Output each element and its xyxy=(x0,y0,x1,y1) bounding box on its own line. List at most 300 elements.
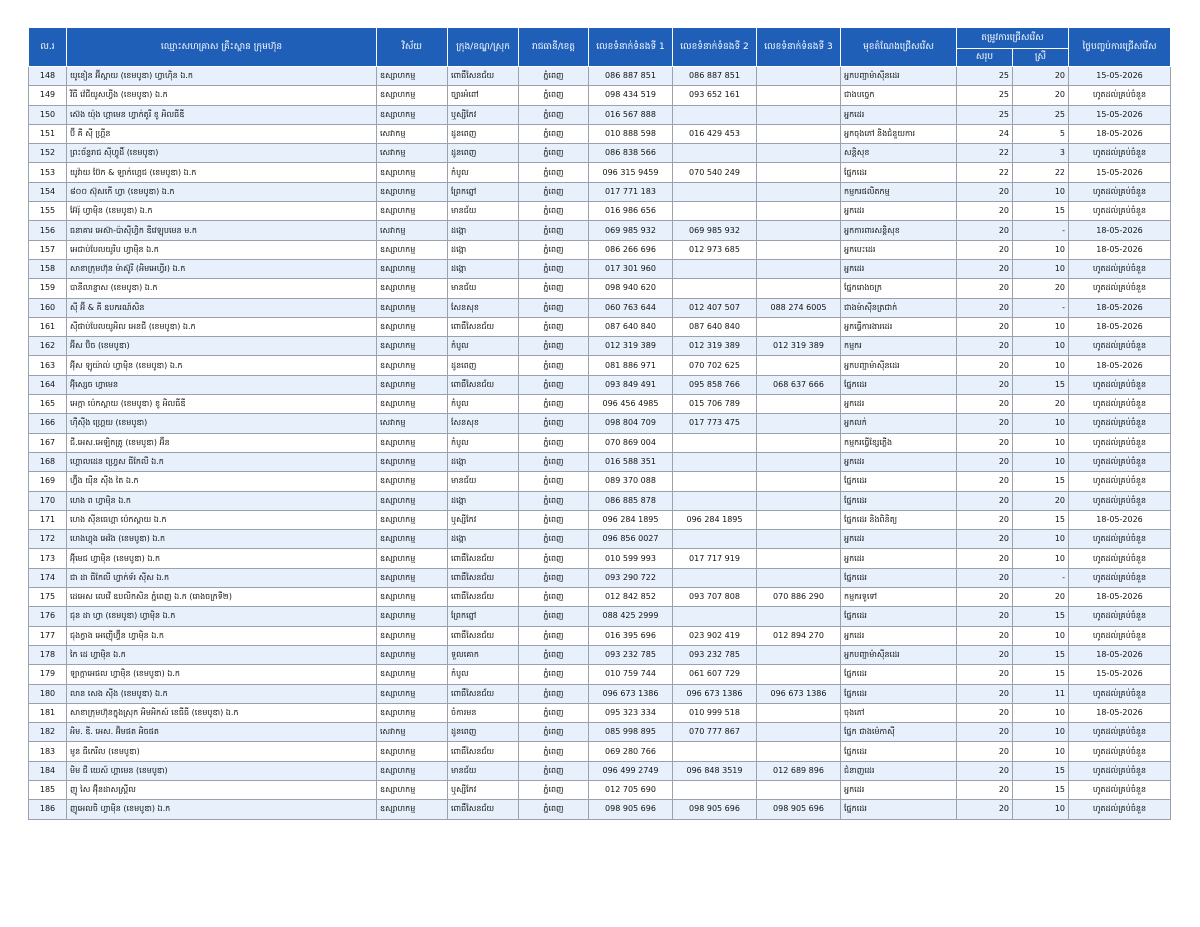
cell-no: 162 xyxy=(29,337,67,356)
cell-province: ភ្នំពេញ xyxy=(519,298,589,317)
cell-no: 186 xyxy=(29,800,67,819)
cell-district: ដង្កោ xyxy=(448,240,519,259)
cell-phone-1: 096 315 9459 xyxy=(589,163,673,182)
cell-phone-2: 095 858 766 xyxy=(673,375,757,394)
cell-female: 3 xyxy=(1013,144,1069,163)
cell-deadline: 18-05-2026 xyxy=(1069,240,1171,259)
cell-deadline: 18-05-2026 xyxy=(1069,221,1171,240)
cell-sector: សេវាកម្ម xyxy=(377,723,448,742)
cell-company: មិម ជី យេស៍ ហ្គាមេន (ខេមបូឌា) xyxy=(67,761,377,780)
cell-total: 20 xyxy=(957,742,1013,761)
header-province: រាជធានី/ខេត្ត xyxy=(519,28,589,67)
cell-company: អ៊ែរ៉ុ ហ្វាម៉ិន (ខេមបូឌា) ឯ.ក xyxy=(67,202,377,221)
table-row xyxy=(29,742,1171,761)
cell-female: 20 xyxy=(1013,279,1069,298)
header-position: មុខតំណែងជ្រើសរើស xyxy=(841,28,957,67)
cell-province: ភ្នំពេញ xyxy=(519,491,589,510)
cell-deadline: 15-05-2026 xyxy=(1069,665,1171,684)
cell-no: 159 xyxy=(29,279,67,298)
cell-no: 181 xyxy=(29,703,67,722)
cell-company: ហេង ព ហ្វាម៉ិន ឯ.ក xyxy=(67,491,377,510)
cell-company: ឡាក្កាអេផល ហ្វាម៉ិន (ខេមបូឌា) ឯ.ក xyxy=(67,665,377,684)
cell-phone-3 xyxy=(757,105,841,124)
cell-position: អ្នកដេរ xyxy=(841,549,957,568)
cell-district: មានជ័យ xyxy=(448,761,519,780)
cell-total: 22 xyxy=(957,144,1013,163)
cell-position: អ្នកចុងភៅ និងជំនួយការ xyxy=(841,124,957,143)
cell-female: 15 xyxy=(1013,510,1069,529)
cell-district: ពោធិ៍សែនជ័យ xyxy=(448,588,519,607)
cell-female: 11 xyxy=(1013,684,1069,703)
cell-female: 15 xyxy=(1013,645,1069,664)
table-row xyxy=(29,395,1171,414)
cell-company: អេក្កា ប៉េកស្ដាយ (ខេមបូឌា) ខូ អិលធីឌី xyxy=(67,395,377,414)
cell-phone-3 xyxy=(757,780,841,799)
cell-deadline: 18-05-2026 xyxy=(1069,510,1171,529)
cell-province: ភ្នំពេញ xyxy=(519,530,589,549)
cell-sector: ឧស្សាហកម្ម xyxy=(377,86,448,105)
cell-sector: ឧស្សាហកម្ម xyxy=(377,665,448,684)
table-row xyxy=(29,375,1171,394)
cell-no: 174 xyxy=(29,568,67,587)
cell-company: វីធី វ៉េជីយូសហ្វីង (ខេមបូឌា) ឯ.ក xyxy=(67,86,377,105)
header-sector: វិស័យ xyxy=(377,28,448,67)
cell-district: ដង្កោ xyxy=(448,491,519,510)
cell-province: ភ្នំពេញ xyxy=(519,549,589,568)
cell-company: ព្រះច័ន្ទរាជ ស៊ីហ្វូដិ៍ (ខេមបូឌា) xyxy=(67,144,377,163)
table-row xyxy=(29,800,1171,819)
cell-position: កម្មករ xyxy=(841,337,957,356)
cell-deadline: ហូតដល់គ្រប់ចំនួន xyxy=(1069,452,1171,471)
cell-phone-2 xyxy=(673,780,757,799)
cell-province: ភ្នំពេញ xyxy=(519,279,589,298)
cell-phone-2 xyxy=(673,433,757,452)
cell-no: 166 xyxy=(29,414,67,433)
cell-phone-2: 012 407 507 xyxy=(673,298,757,317)
cell-deadline: ហូតដល់គ្រប់ចំនួន xyxy=(1069,337,1171,356)
cell-female: 10 xyxy=(1013,433,1069,452)
cell-district: ព្រែកព្នៅ xyxy=(448,182,519,201)
cell-district: ដូនពេញ xyxy=(448,144,519,163)
cell-phone-2 xyxy=(673,607,757,626)
table-row xyxy=(29,703,1171,722)
header-total: សរុប xyxy=(957,49,1013,67)
cell-province: ភ្នំពេញ xyxy=(519,684,589,703)
cell-phone-2: 016 429 453 xyxy=(673,124,757,143)
cell-no: 178 xyxy=(29,645,67,664)
table-row xyxy=(29,607,1171,626)
cell-no: 163 xyxy=(29,356,67,375)
table-row xyxy=(29,452,1171,471)
cell-no: 177 xyxy=(29,626,67,645)
cell-female: 10 xyxy=(1013,452,1069,471)
cell-province: ភ្នំពេញ xyxy=(519,703,589,722)
cell-province: ភ្នំពេញ xyxy=(519,780,589,799)
cell-no: 164 xyxy=(29,375,67,394)
cell-deadline: ហូតដល់គ្រប់ចំនួន xyxy=(1069,375,1171,394)
cell-deadline: 15-05-2026 xyxy=(1069,105,1171,124)
cell-position: អ្នកដេរ xyxy=(841,780,957,799)
cell-phone-2: 012 319 389 xyxy=(673,337,757,356)
cell-total: 20 xyxy=(957,510,1013,529)
table-row xyxy=(29,356,1171,375)
table-row xyxy=(29,202,1171,221)
cell-total: 20 xyxy=(957,182,1013,201)
cell-no: 176 xyxy=(29,607,67,626)
cell-phone-3 xyxy=(757,86,841,105)
cell-sector: ឧស្សាហកម្ម xyxy=(377,684,448,703)
cell-phone-3 xyxy=(757,510,841,529)
header-no: ល.រ xyxy=(29,28,67,67)
cell-sector: ឧស្សាហកម្ម xyxy=(377,279,448,298)
cell-female: 15 xyxy=(1013,665,1069,684)
cell-phone-1: 096 284 1895 xyxy=(589,510,673,529)
cell-phone-1: 098 804 709 xyxy=(589,414,673,433)
cell-sector: ឧស្សាហកម្ម xyxy=(377,105,448,124)
cell-female: 20 xyxy=(1013,86,1069,105)
cell-position: ជាងបច្ចេក xyxy=(841,86,957,105)
cell-phone-3 xyxy=(757,645,841,664)
cell-deadline: ហូតដល់គ្រប់ចំនួន xyxy=(1069,259,1171,278)
cell-district: មានជ័យ xyxy=(448,279,519,298)
cell-province: ភ្នំពេញ xyxy=(519,645,589,664)
cell-province: ភ្នំពេញ xyxy=(519,452,589,471)
cell-company: ជុន ដា ហ្វា (ខេមបូឌា) ហ្វាម៉ិន ឯ.ក xyxy=(67,607,377,626)
cell-sector: ឧស្សាហកម្ម xyxy=(377,510,448,529)
cell-phone-3 xyxy=(757,452,841,471)
cell-sector: ឧស្សាហកម្ម xyxy=(377,337,448,356)
cell-phone-2: 096 284 1895 xyxy=(673,510,757,529)
cell-phone-1: 012 842 852 xyxy=(589,588,673,607)
cell-position: ផ្នែកដេរ xyxy=(841,568,957,587)
cell-no: 180 xyxy=(29,684,67,703)
cell-district: ចំការមន xyxy=(448,703,519,722)
cell-deadline: 18-05-2026 xyxy=(1069,317,1171,336)
cell-phone-3 xyxy=(757,124,841,143)
cell-position: ជាងម៉ាស៊ីនត្រជាក់ xyxy=(841,298,957,317)
cell-no: 156 xyxy=(29,221,67,240)
cell-sector: ឧស្សាហកម្ម xyxy=(377,433,448,452)
cell-district: ដង្កោ xyxy=(448,259,519,278)
cell-no: 185 xyxy=(29,780,67,799)
cell-company: យូវ៉ាយ ប៊ែក & ឡាក់ហ្គេជ (ខេមបូឌា) ឯ.ក xyxy=(67,163,377,182)
cell-phone-3: 012 689 896 xyxy=(757,761,841,780)
cell-deadline: ហូតដល់គ្រប់ចំនួន xyxy=(1069,684,1171,703)
cell-province: ភ្នំពេញ xyxy=(519,259,589,278)
table-row xyxy=(29,568,1171,587)
cell-phone-3 xyxy=(757,742,841,761)
cell-phone-1: 012 319 389 xyxy=(589,337,673,356)
table-row xyxy=(29,723,1171,742)
cell-female: 20 xyxy=(1013,588,1069,607)
cell-sector: ឧស្សាហកម្ម xyxy=(377,645,448,664)
cell-phone-3: 098 905 696 xyxy=(757,800,841,819)
cell-sector: ឧស្សាហកម្ម xyxy=(377,395,448,414)
cell-position: អ្នកដេរ xyxy=(841,452,957,471)
cell-phone-3 xyxy=(757,259,841,278)
cell-company: សាខាក្រុមហ៊ុនក្នុងស្រុក អិមអិកស៍ ខេធីធី (ខេមបូឌា) ឯ.ក xyxy=(67,703,377,722)
cell-company: មូន ធីភេរីល (ខេមបូឌា) xyxy=(67,742,377,761)
cell-district: ទួលគោក xyxy=(448,645,519,664)
cell-district: កំបូល xyxy=(448,395,519,414)
cell-no: 183 xyxy=(29,742,67,761)
cell-company: ស៊ី អ៊ី & គី ឧបករណ៍សិន xyxy=(67,298,377,317)
header-company: ឈ្មោះសហគ្រាស គ្រឹះស្ថាន ក្រុមហ៊ុន xyxy=(67,28,377,67)
cell-deadline: ហូតដល់គ្រប់ចំនួន xyxy=(1069,607,1171,626)
cell-female: 10 xyxy=(1013,337,1069,356)
cell-phone-2 xyxy=(673,144,757,163)
cell-sector: សេវាកម្ម xyxy=(377,124,448,143)
cell-no: 182 xyxy=(29,723,67,742)
cell-deadline: 18-05-2026 xyxy=(1069,645,1171,664)
cell-company: ជា ដា ធីកែលី ហ្វាក់ទ័រ ស៊ីស ឯ.ក xyxy=(67,568,377,587)
cell-no: 169 xyxy=(29,472,67,491)
cell-phone-3 xyxy=(757,568,841,587)
cell-province: ភ្នំពេញ xyxy=(519,375,589,394)
cell-sector: ឧស្សាហកម្ម xyxy=(377,491,448,510)
cell-sector: ឧស្សាហកម្ម xyxy=(377,240,448,259)
cell-no: 150 xyxy=(29,105,67,124)
cell-province: ភ្នំពេញ xyxy=(519,626,589,645)
cell-district: ឬស្សីកែវ xyxy=(448,510,519,529)
cell-sector: ឧស្សាហកម្ម xyxy=(377,780,448,799)
cell-sector: ឧស្សាហកម្ម xyxy=(377,472,448,491)
table-row xyxy=(29,105,1171,124)
cell-total: 20 xyxy=(957,723,1013,742)
cell-total: 20 xyxy=(957,395,1013,414)
cell-company: ធនាគារ អេស៊ា-ប៉ាស៊ីហ្វិក ឌីវេឡុបមេន ម.ក xyxy=(67,221,377,240)
cell-province: ភ្នំពេញ xyxy=(519,761,589,780)
cell-province: ភ្នំពេញ xyxy=(519,723,589,742)
table-row xyxy=(29,684,1171,703)
cell-female: 10 xyxy=(1013,723,1069,742)
cell-company: អ៊ុីស ឡូយ៉ាល់ ហ្វាម៉ិន (ខេមបូឌា) ឯ.ក xyxy=(67,356,377,375)
cell-phone-2: 015 706 789 xyxy=(673,395,757,414)
cell-total: 25 xyxy=(957,105,1013,124)
cell-position: សន្តិសុខ xyxy=(841,144,957,163)
table-row xyxy=(29,337,1171,356)
cell-phone-3: 012 894 270 xyxy=(757,626,841,645)
cell-no: 152 xyxy=(29,144,67,163)
cell-deadline: ហូតដល់គ្រប់ចំនួន xyxy=(1069,800,1171,819)
cell-phone-1: 086 887 851 xyxy=(589,67,673,86)
cell-province: ភ្នំពេញ xyxy=(519,607,589,626)
table-row xyxy=(29,491,1171,510)
cell-district: សែនសុខ xyxy=(448,298,519,317)
cell-phone-1: 096 499 2749 xyxy=(589,761,673,780)
cell-province: ភ្នំពេញ xyxy=(519,395,589,414)
cell-female: 15 xyxy=(1013,375,1069,394)
cell-phone-1: 016 567 888 xyxy=(589,105,673,124)
cell-total: 20 xyxy=(957,703,1013,722)
cell-province: ភ្នំពេញ xyxy=(519,182,589,201)
cell-female: 10 xyxy=(1013,240,1069,259)
cell-district: កំបូល xyxy=(448,433,519,452)
cell-phone-2: 023 902 419 xyxy=(673,626,757,645)
cell-female: 15 xyxy=(1013,472,1069,491)
table-row xyxy=(29,221,1171,240)
cell-phone-2 xyxy=(673,530,757,549)
cell-province: ភ្នំពេញ xyxy=(519,221,589,240)
cell-phone-1: 016 395 696 xyxy=(589,626,673,645)
cell-province: ភ្នំពេញ xyxy=(519,337,589,356)
cell-position: ផ្នែករោងចក្រ xyxy=(841,279,957,298)
cell-company: អិម. ឌី. អេស. អ៊ិមផត អិចផត xyxy=(67,723,377,742)
cell-district: ពោធិ៍សែនជ័យ xyxy=(448,549,519,568)
cell-company: ហ៊ឺស៊ីង ហ្គ្រេយ (ខេមបូឌា) xyxy=(67,414,377,433)
cell-phone-3 xyxy=(757,433,841,452)
cell-no: 157 xyxy=(29,240,67,259)
cell-total: 20 xyxy=(957,259,1013,278)
table-row xyxy=(29,317,1171,336)
cell-phone-2: 012 973 685 xyxy=(673,240,757,259)
cell-female: 22 xyxy=(1013,163,1069,182)
cell-no: 161 xyxy=(29,317,67,336)
cell-position: អ្នកដេរ xyxy=(841,530,957,549)
table-row xyxy=(29,665,1171,684)
cell-deadline: ហូតដល់គ្រប់ចំនួន xyxy=(1069,182,1171,201)
cell-phone-1: 069 280 766 xyxy=(589,742,673,761)
cell-total: 20 xyxy=(957,665,1013,684)
cell-phone-2: 070 777 867 xyxy=(673,723,757,742)
cell-phone-1: 086 838 566 xyxy=(589,144,673,163)
cell-total: 20 xyxy=(957,452,1013,471)
cell-phone-1: 017 301 960 xyxy=(589,259,673,278)
cell-phone-2 xyxy=(673,568,757,587)
cell-company: អ៊ីស ប៊ិច (ខេមបូឌា) xyxy=(67,337,377,356)
cell-phone-3 xyxy=(757,279,841,298)
cell-phone-2: 087 640 840 xyxy=(673,317,757,336)
cell-sector: ឧស្សាហកម្ម xyxy=(377,703,448,722)
cell-company: ហ្គោលដេន ហ្វ្រេស ធីកែលី ឯ.ក xyxy=(67,452,377,471)
cell-phone-1: 016 588 351 xyxy=(589,452,673,471)
table-row xyxy=(29,124,1171,143)
cell-phone-1: 096 673 1386 xyxy=(589,684,673,703)
table-row xyxy=(29,472,1171,491)
cell-sector: ឧស្សាហកម្ម xyxy=(377,452,448,471)
cell-province: ភ្នំពេញ xyxy=(519,124,589,143)
cell-position: អ្នកដេរ xyxy=(841,395,957,414)
cell-phone-1: 010 599 993 xyxy=(589,549,673,568)
cell-female: - xyxy=(1013,568,1069,587)
cell-sector: ឧស្សាហកម្ម xyxy=(377,317,448,336)
cell-company: ៨០០ ស៊ុសកើ ហ្វា (ខេមបូឌា) ឯ.ក xyxy=(67,182,377,201)
cell-female: 15 xyxy=(1013,780,1069,799)
cell-total: 20 xyxy=(957,202,1013,221)
cell-deadline: ហូតដល់គ្រប់ចំនួន xyxy=(1069,491,1171,510)
cell-female: 10 xyxy=(1013,259,1069,278)
cell-total: 20 xyxy=(957,472,1013,491)
cell-district: ដូនពេញ xyxy=(448,124,519,143)
cell-phone-1: 016 986 656 xyxy=(589,202,673,221)
cell-sector: ឧស្សាហកម្ម xyxy=(377,742,448,761)
cell-phone-2: 093 232 785 xyxy=(673,645,757,664)
cell-deadline: 18-05-2026 xyxy=(1069,703,1171,722)
cell-phone-1: 017 771 183 xyxy=(589,182,673,201)
cell-province: ភ្នំពេញ xyxy=(519,414,589,433)
cell-company: ជី.អេស.អេឡិកត្រូ (ខេមបូឌា) អ៊ីន xyxy=(67,433,377,452)
cell-no: 184 xyxy=(29,761,67,780)
cell-province: ភ្នំពេញ xyxy=(519,800,589,819)
cell-total: 20 xyxy=(957,298,1013,317)
cell-province: ភ្នំពេញ xyxy=(519,67,589,86)
header-phone-3: លេខទំនាក់ទំនងទី 3 xyxy=(757,28,841,67)
cell-position: ផ្នែកដេរ និងពិនិត្យ xyxy=(841,510,957,529)
cell-position: ផ្នែកដេរ xyxy=(841,163,957,182)
cell-province: ភ្នំពេញ xyxy=(519,433,589,452)
cell-phone-1: 086 885 878 xyxy=(589,491,673,510)
cell-total: 25 xyxy=(957,86,1013,105)
cell-company: កៃ ដេ ហ្វាម៉ិន ឯ.ក xyxy=(67,645,377,664)
cell-district: ពោធិ៍សែនជ័យ xyxy=(448,67,519,86)
cell-phone-2: 070 702 625 xyxy=(673,356,757,375)
cell-female: 20 xyxy=(1013,395,1069,414)
cell-total: 20 xyxy=(957,588,1013,607)
cell-deadline: ហូតដល់គ្រប់ចំនួន xyxy=(1069,626,1171,645)
cell-district: ដង្កោ xyxy=(448,530,519,549)
cell-total: 20 xyxy=(957,491,1013,510)
cell-sector: ឧស្សាហកម្ម xyxy=(377,202,448,221)
cell-position: ផ្នែកដេរ xyxy=(841,742,957,761)
cell-phone-3 xyxy=(757,356,841,375)
cell-phone-3 xyxy=(757,549,841,568)
cell-sector: ឧស្សាហកម្ម xyxy=(377,588,448,607)
table-row xyxy=(29,259,1171,278)
cell-phone-2: 010 999 518 xyxy=(673,703,757,722)
cell-sector: ឧស្សាហកម្ម xyxy=(377,626,448,645)
cell-province: ភ្នំពេញ xyxy=(519,588,589,607)
table-header xyxy=(29,28,1171,67)
cell-province: ភ្នំពេញ xyxy=(519,105,589,124)
cell-phone-2: 098 905 696 xyxy=(673,800,757,819)
cell-phone-3: 096 673 1386 xyxy=(757,684,841,703)
cell-company: ញូ សៃ អ៊ុីនដាសស្ត្រីល xyxy=(67,780,377,799)
table-row xyxy=(29,86,1171,105)
cell-company: ស៊េង យ៉ុង ហ្គាមេន ហ្វាក់តូរី ខូ អិលធីឌី xyxy=(67,105,377,124)
cell-phone-1: 070 869 004 xyxy=(589,433,673,452)
cell-female: - xyxy=(1013,221,1069,240)
cell-no: 173 xyxy=(29,549,67,568)
cell-no: 172 xyxy=(29,530,67,549)
cell-position: ជំនាញដេរ xyxy=(841,761,957,780)
cell-province: ភ្នំពេញ xyxy=(519,472,589,491)
cell-phone-1: 093 232 785 xyxy=(589,645,673,664)
cell-sector: ឧស្សាហកម្ម xyxy=(377,568,448,587)
cell-total: 20 xyxy=(957,221,1013,240)
cell-total: 20 xyxy=(957,645,1013,664)
cell-phone-1: 010 759 744 xyxy=(589,665,673,684)
cell-position: អ្នកការពារសន្តិសុខ xyxy=(841,221,957,240)
cell-phone-3 xyxy=(757,221,841,240)
cell-phone-3 xyxy=(757,163,841,182)
table-row xyxy=(29,298,1171,317)
cell-no: 148 xyxy=(29,67,67,86)
cell-company: អ៊ុីស្សេច ហ្វាមេន xyxy=(67,375,377,394)
cell-phone-1: 086 266 696 xyxy=(589,240,673,259)
cell-district: ច្បារអំពៅ xyxy=(448,86,519,105)
cell-phone-3: 070 886 290 xyxy=(757,588,841,607)
cell-province: ភ្នំពេញ xyxy=(519,356,589,375)
table-row xyxy=(29,549,1171,568)
cell-female: 10 xyxy=(1013,703,1069,722)
cell-district: កំបូល xyxy=(448,665,519,684)
cell-phone-2 xyxy=(673,472,757,491)
cell-position: អ្នកលក់ xyxy=(841,414,957,433)
cell-phone-1: 012 705 690 xyxy=(589,780,673,799)
cell-no: 149 xyxy=(29,86,67,105)
cell-phone-2: 070 540 249 xyxy=(673,163,757,182)
cell-no: 171 xyxy=(29,510,67,529)
